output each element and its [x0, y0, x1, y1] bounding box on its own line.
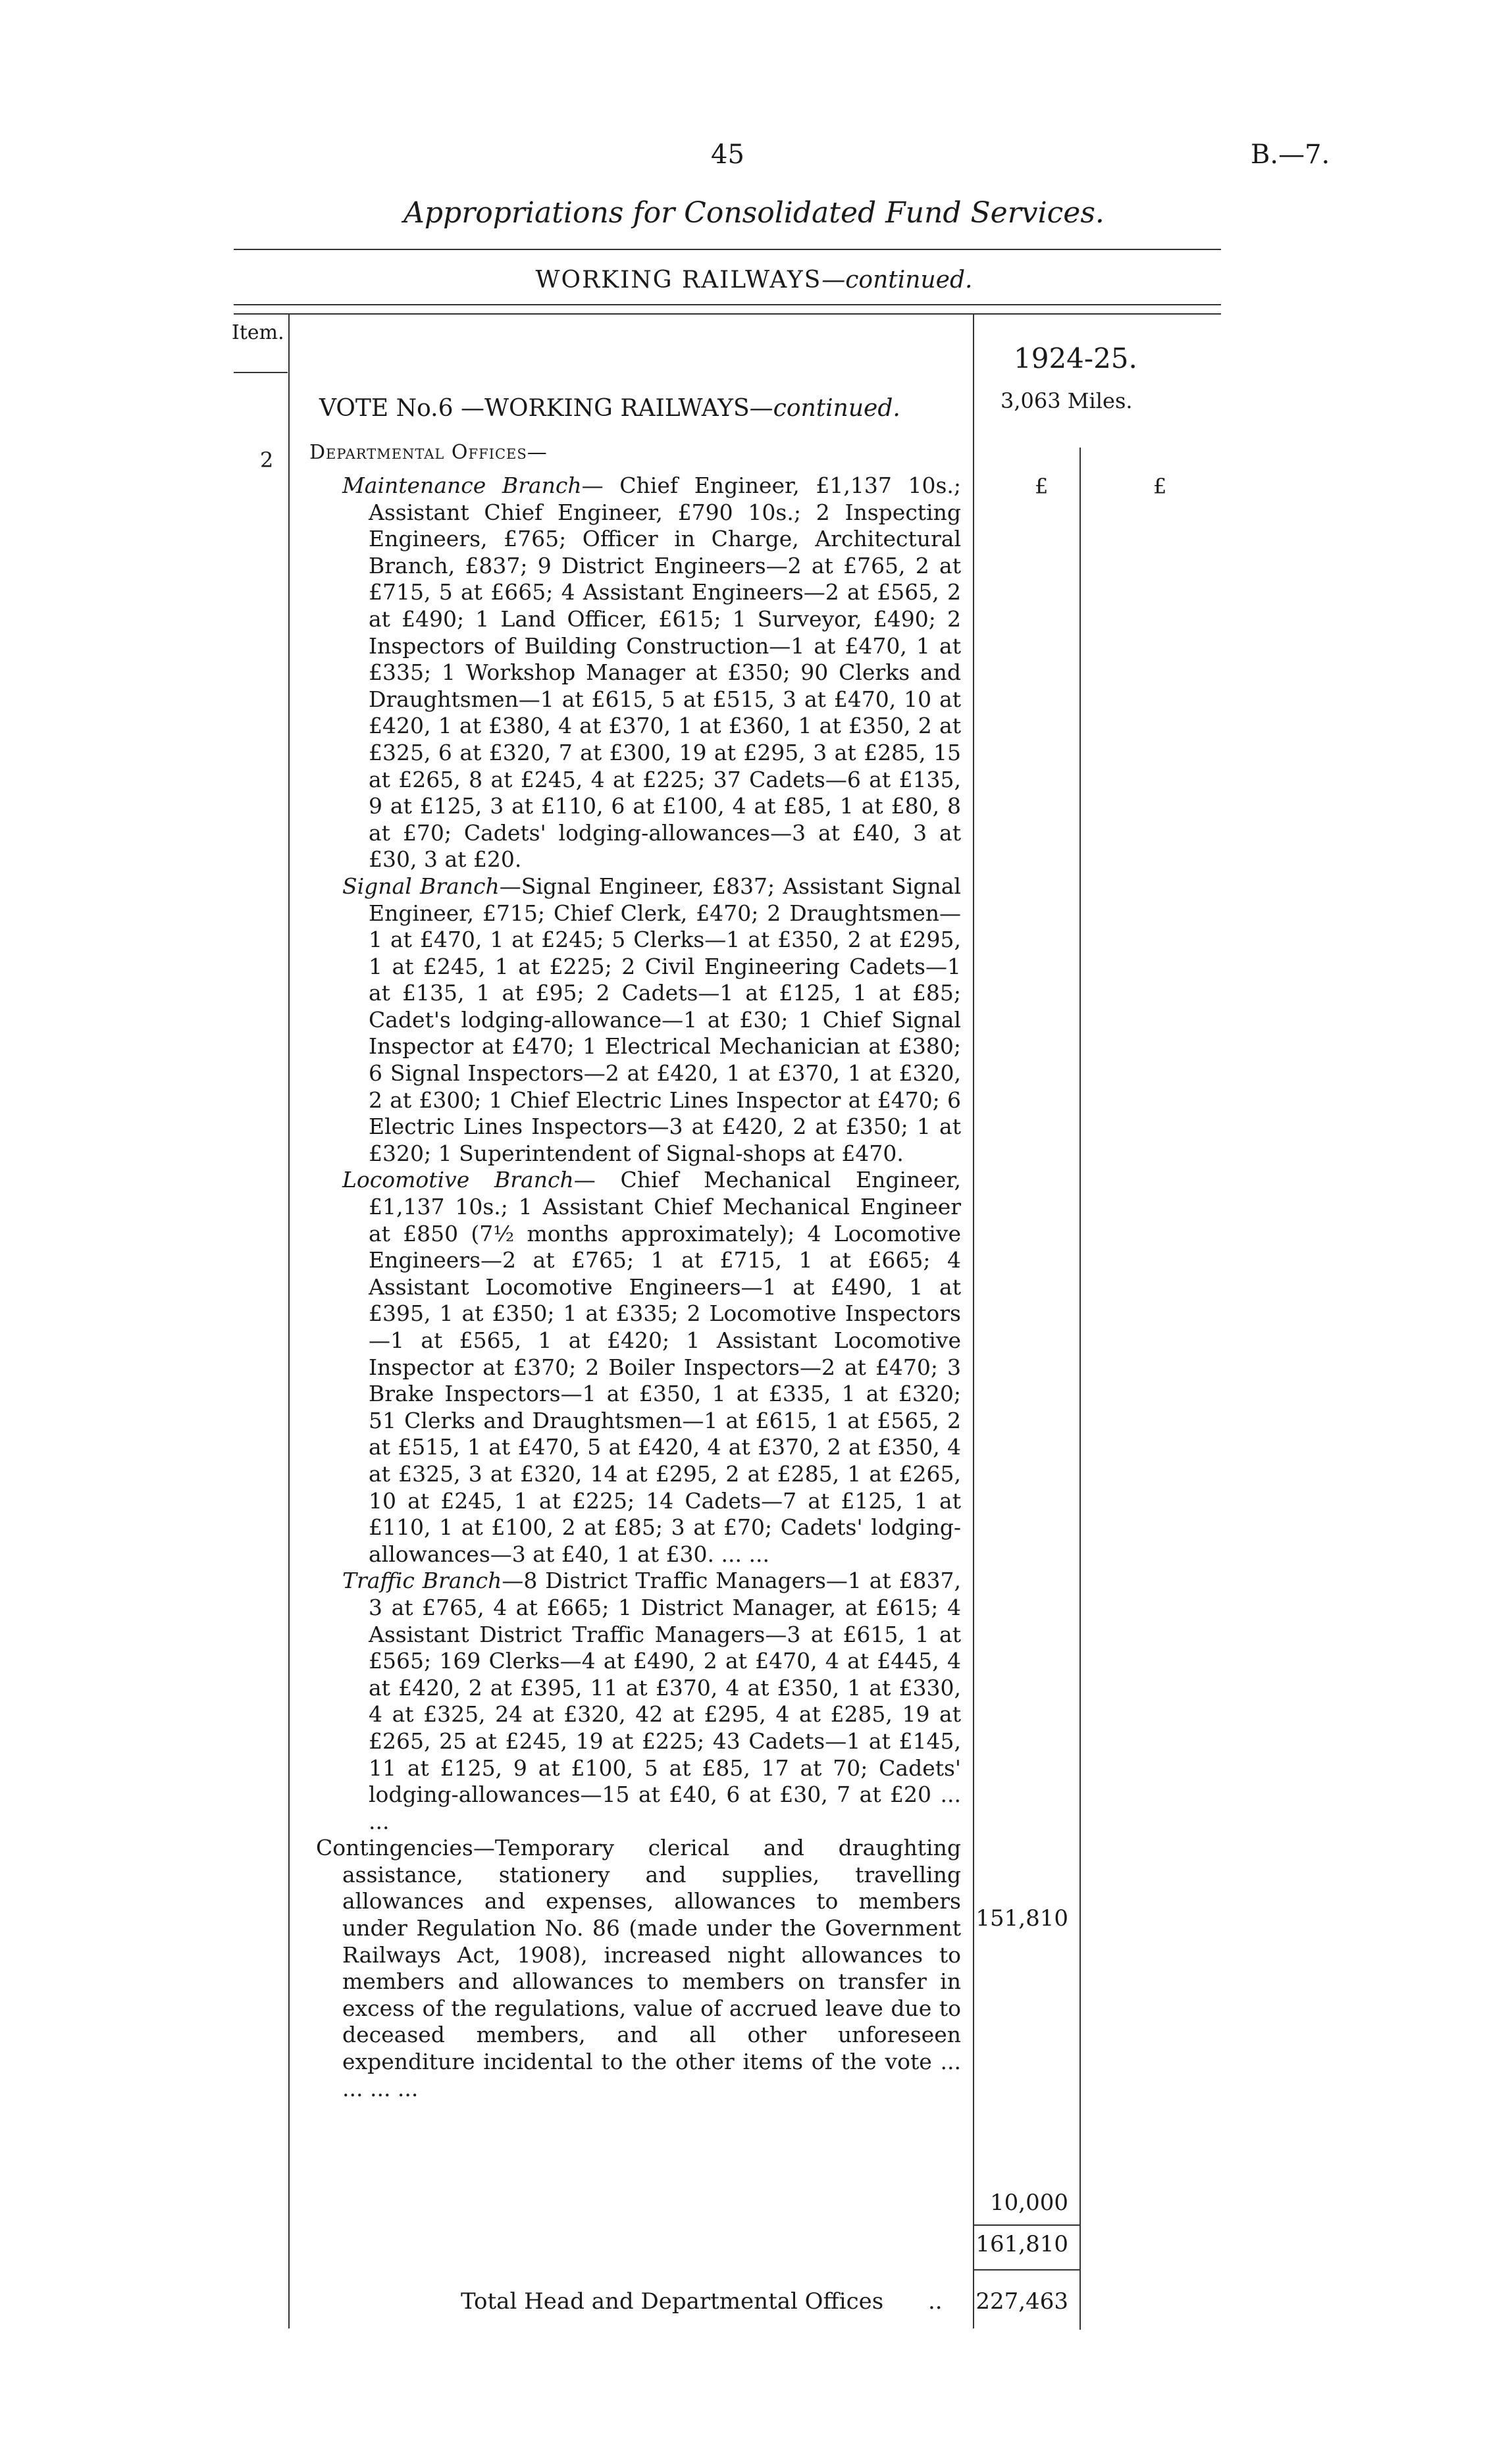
branch-name: Maintenance Branch [342, 473, 582, 498]
page-title: Appropriations for Consolidated Fund Services. [403, 196, 1105, 230]
section-rule-top [234, 304, 1221, 305]
branch-text: —8 District Traffic Managers—1 at £837, 3 at £765, 4 at £665; 1 District Manager, at £615; 4 Assistant District Traffic Managers—3 at £615, 1 at £565; 169 Clerks—4 at £490, 2 at £470, 4 at £445, 4 at £420, 2 at £395, 11 at £370, 4 at £350, 1 at £330, 4 at £325, 24 at £320, 42 at £295, 4 at £285, 19 at £265, 25 at £245, 19 at £225; 43 Cadets—1 at £145, 11 at £125, 9 at £100, 5 at £85, 17 at 70; Cadets' lodging-allowances—15 at £40, 6 at £30, 7 at £20 ... ... [369, 1568, 961, 1834]
branch-text: — Chief Engineer, £1,137 10s.; Assistant Chief Engineer, £790 10s.; 2 Inspecting Engineers, £765; Officer in Charge, Architectural Branch, £837; 9 District Engineers—2 at £765, 2 at £715, 5 at £665; 4 Assistant Engineers—2 at £565, 2 at £490; 1 Land Officer, £615; 1 Surveyor, £490; 2 Inspectors of Building Construction—1 at £470, 1 at £335; 1 Workshop Manager at £350; 90 Clerks and Draughtsmen—1 at £615, 5 at £515, 3 at £470, 10 at £420, 1 at £380, 4 at £370, 1 at £360, 1 at £350, 2 at £325, 6 at £320, 7 at £300, 19 at £295, 3 at £285, 15 at £265, 8 at £245, 4 at £225; 37 Cadets—6 at £135, 9 at £125, 3 at £110, 6 at £100, 4 at £85, 1 at £80, 8 at £70; Cadets' lodging-allowances—3 at £40, 3 at £30, 3 at £20. [369, 473, 962, 873]
subtotal-rule [973, 2224, 1079, 2226]
total-label: Total Head and Departmental Offices [461, 2288, 884, 2315]
locomotive-branch-entry [342, 1167, 961, 1568]
branch-name: Traffic Branch [342, 1568, 502, 1594]
section-title-continued: —continued. [821, 267, 973, 294]
currency-symbol: £ [1035, 474, 1049, 499]
departmental-offices-heading: Departmental Offices— [309, 441, 548, 464]
item-column-header: Item. [232, 321, 284, 344]
maintenance-branch-entry [342, 473, 961, 873]
miles-header: 3,063 Miles. [1001, 388, 1133, 413]
section-rule-bottom [234, 313, 1221, 315]
vote-heading-text: VOTE No.6 —WORKING RAILWAYS [319, 395, 750, 422]
item-header-rule [234, 372, 288, 373]
contingencies-amount: 10,000 [990, 2190, 1068, 2216]
branch-name: Signal Branch [342, 873, 500, 899]
document-reference: B.—7. [1251, 140, 1330, 170]
contingencies-entry: Contingencies—Temporary clerical and draughting assistance, stationery and supplies, travelling allowances and expenses, allowances to members under Regulation No. 86 (made under the Government Railways Act, 1908), increased night allowances to members and allowances to members on transfer in excess of the regulations, value of accrued leave due to deceased members, and all other unforeseen expenditure incidental to the other items of the vote ... ... ... ... [316, 1835, 961, 2101]
departmental-offices-amount: 151,810 [975, 1905, 1068, 1932]
total-leader-dots: .. [928, 2288, 943, 2315]
section-title [0, 267, 1508, 294]
traffic-branch-entry [342, 1568, 961, 1835]
branch-name: Locomotive Branch [342, 1167, 574, 1193]
vote-body [316, 473, 962, 2102]
total-amount: 227,463 [975, 2288, 1068, 2315]
branch-text: — Chief Mechanical Engineer, £1,137 10s.; 1 Assistant Chief Mechanical Engineer at £850 (7½ months approximately); 4 Locomotive Engineers—2 at £765; 1 at £715, 1 at £665; 4 Assistant Locomotive Engineers—1 at £490, 1 at £395, 1 at £350; 1 at £335; 2 Locomotive Inspectors—1 at £565, 1 at £420; 1 Assistant Locomotive Inspector at £370; 2 Boiler Inspectors—2 at £470; 3 Brake Inspectors—1 at £350, 1 at £335, 1 at £320; 51 Clerks and Draughtsmen—1 at £615, 1 at £565, 2 at £515, 1 at £470, 5 at £420, 4 at £370, 2 at £350, 4 at £325, 3 at £320, 14 at £295, 2 at £285, 1 at £265, 10 at £245, 1 at £225; 14 Cadets—7 at £125, 1 at £110, 1 at £100, 2 at £85; 3 at £70; Cadets' lodging-allowances—3 at £40, 1 at £30. ... ... [369, 1167, 961, 1567]
year-header: 1924-25. [1014, 342, 1137, 374]
vote-heading [319, 395, 900, 422]
subtotal-amount: 161,810 [975, 2231, 1068, 2257]
page-number: 45 [711, 140, 744, 170]
signal-branch-entry [342, 873, 961, 1168]
section-title-text: WORKING RAILWAYS [535, 267, 822, 294]
title-rule [234, 249, 1221, 250]
amount-column-rule-middle [1079, 448, 1081, 2330]
currency-symbol: £ [1153, 474, 1167, 499]
vote-heading-continued: —continued. [749, 395, 900, 422]
amount-column-rule-left [973, 315, 974, 2328]
item-column-rule [288, 315, 290, 2328]
item-number: 2 [260, 448, 274, 473]
branch-text: —Signal Engineer, £837; Assistant Signal Engineer, £715; Chief Clerk, £470; 2 Draughtsmen—1 at £470, 1 at £245; 5 Clerks—1 at £350, 2 at £295, 1 at £245, 1 at £225; 2 Civil Engineering Cadets—1 at £135, 1 at £95; 2 Cadets—1 at £125, 1 at £85; Cadet's lodging-allowance—1 at £30; 1 Chief Signal Inspector at £470; 1 Electrical Mechanician at £380; 6 Signal Inspectors—2 at £420, 1 at £370, 1 at £320, 2 at £300; 1 Chief Electric Lines Inspector at £470; 6 Electric Lines Inspectors—3 at £420, 2 at £350; 1 at £320; 1 Superintendent of Signal-shops at £470. [369, 873, 961, 1166]
total-rule [973, 2269, 1079, 2271]
